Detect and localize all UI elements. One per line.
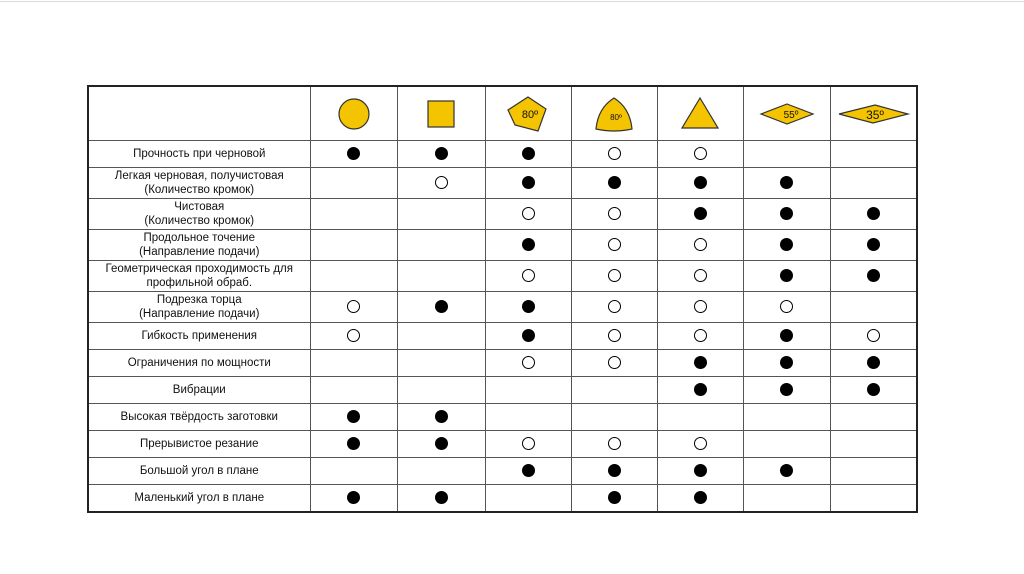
filled-circle-icon	[780, 207, 793, 220]
rating-cell	[485, 458, 571, 485]
header-cell-3	[485, 86, 571, 141]
filled-circle-icon	[694, 356, 707, 369]
round-insert-icon-outline	[339, 99, 369, 129]
rating-cell	[657, 485, 743, 512]
row-label	[88, 292, 310, 323]
rating-cell	[657, 292, 743, 323]
rating-cell	[571, 141, 657, 168]
row-label-line: Прочность при черновой	[133, 148, 266, 160]
rating-cell	[485, 292, 571, 323]
rating-cell	[743, 377, 830, 404]
filled-circle-icon	[522, 238, 535, 251]
rating-cell	[310, 230, 397, 261]
row-label-line: профильной обраб.	[146, 277, 253, 289]
filled-circle-icon	[435, 437, 448, 450]
angle-label: 35º	[866, 107, 885, 122]
table-row	[88, 292, 917, 323]
rating-cell	[310, 199, 397, 230]
rating-cell	[397, 199, 485, 230]
rating-cell	[310, 431, 397, 458]
rating-cell	[485, 404, 571, 431]
filled-circle-icon	[522, 176, 535, 189]
filled-circle-icon	[608, 491, 621, 504]
filled-circle-icon	[694, 491, 707, 504]
rating-cell	[743, 261, 830, 292]
rating-cell	[657, 323, 743, 350]
row-label-line: Геометрическая проходимость для	[105, 263, 293, 275]
rating-cell	[310, 404, 397, 431]
header-cell-2	[397, 86, 485, 141]
rating-cell	[743, 168, 830, 199]
rating-cell	[571, 323, 657, 350]
table-row	[88, 261, 917, 292]
table-row	[88, 141, 917, 168]
rating-cell	[485, 485, 571, 512]
open-circle-icon	[694, 238, 707, 251]
row-label	[88, 323, 310, 350]
rating-cell	[830, 292, 917, 323]
open-circle-icon	[608, 356, 621, 369]
rating-cell	[657, 377, 743, 404]
rating-cell	[657, 458, 743, 485]
filled-circle-icon	[347, 437, 360, 450]
table-row	[88, 350, 917, 377]
rating-cell	[571, 404, 657, 431]
row-label	[88, 404, 310, 431]
row-label-line: Высокая твёрдость заготовки	[120, 411, 278, 423]
row-label	[88, 168, 310, 199]
rating-cell	[397, 404, 485, 431]
rating-cell	[485, 323, 571, 350]
rating-cell	[397, 292, 485, 323]
open-circle-icon	[608, 238, 621, 251]
filled-circle-icon	[522, 464, 535, 477]
rating-cell	[397, 485, 485, 512]
row-label-line: Ограничения по мощности	[127, 357, 271, 369]
rating-cell	[830, 199, 917, 230]
rating-cell	[743, 431, 830, 458]
trigon-80-insert-icon	[574, 94, 654, 134]
row-label-line: (Количество кромок)	[144, 184, 255, 196]
rating-cell	[397, 261, 485, 292]
rating-cell	[310, 261, 397, 292]
rating-cell	[743, 199, 830, 230]
rating-cell	[657, 431, 743, 458]
row-label	[88, 350, 310, 377]
rating-cell	[657, 404, 743, 431]
open-circle-icon	[347, 329, 360, 342]
rating-cell	[310, 458, 397, 485]
open-circle-icon	[694, 269, 707, 282]
filled-circle-icon	[867, 238, 880, 251]
filled-circle-icon	[694, 207, 707, 220]
filled-circle-icon	[522, 300, 535, 313]
row-label-line: Вибрации	[172, 384, 226, 396]
rating-cell	[830, 168, 917, 199]
rating-cell	[743, 458, 830, 485]
open-circle-icon	[694, 300, 707, 313]
rating-cell	[571, 292, 657, 323]
row-label	[88, 431, 310, 458]
rating-cell	[830, 485, 917, 512]
rhombus-55-insert-icon	[747, 94, 827, 134]
rating-cell	[571, 168, 657, 199]
angle-label: 55º	[783, 109, 798, 121]
row-label	[88, 485, 310, 512]
rating-cell	[571, 458, 657, 485]
filled-circle-icon	[435, 491, 448, 504]
table-row	[88, 431, 917, 458]
row-label	[88, 141, 310, 168]
row-label-line: (Направление подачи)	[139, 246, 260, 258]
rating-cell	[310, 168, 397, 199]
open-circle-icon	[694, 437, 707, 450]
table-row	[88, 199, 917, 230]
rating-cell	[571, 485, 657, 512]
diamond-80-insert-icon	[488, 94, 568, 134]
rating-cell	[657, 350, 743, 377]
rating-cell	[397, 323, 485, 350]
open-circle-icon	[694, 147, 707, 160]
rating-cell	[485, 168, 571, 199]
rating-cell	[397, 141, 485, 168]
table-row	[88, 404, 917, 431]
table-row	[88, 230, 917, 261]
filled-circle-icon	[608, 464, 621, 477]
header-cell-4	[571, 86, 657, 141]
filled-circle-icon	[780, 176, 793, 189]
open-circle-icon	[608, 147, 621, 160]
open-circle-icon	[608, 300, 621, 313]
triangle-insert-icon	[660, 94, 740, 134]
filled-circle-icon	[780, 269, 793, 282]
row-label	[88, 230, 310, 261]
filled-circle-icon	[780, 238, 793, 251]
rating-cell	[743, 292, 830, 323]
filled-circle-icon	[867, 269, 880, 282]
filled-circle-icon	[347, 410, 360, 423]
open-circle-icon	[522, 356, 535, 369]
row-label-line: Прерывистое резание	[139, 438, 259, 450]
rating-cell	[657, 261, 743, 292]
filled-circle-icon	[780, 464, 793, 477]
rating-cell	[571, 230, 657, 261]
rating-cell	[397, 350, 485, 377]
rating-cell	[743, 230, 830, 261]
row-label-line: Подрезка торца	[156, 294, 242, 306]
angle-label: 80º	[521, 108, 539, 121]
open-circle-icon	[435, 176, 448, 189]
row-label-line: (Количество кромок)	[144, 215, 255, 227]
header-corner-cell	[88, 86, 310, 141]
open-circle-icon	[608, 269, 621, 282]
rating-cell	[310, 377, 397, 404]
filled-circle-icon	[867, 383, 880, 396]
row-label-line: Легкая черновая, получистовая	[114, 170, 284, 182]
rating-cell	[743, 141, 830, 168]
rating-cell	[743, 404, 830, 431]
filled-circle-icon	[522, 147, 535, 160]
rating-cell	[830, 431, 917, 458]
filled-circle-icon	[608, 176, 621, 189]
rating-cell	[310, 485, 397, 512]
triangle-insert-icon-outline	[682, 98, 718, 128]
rating-cell	[743, 350, 830, 377]
filled-circle-icon	[347, 147, 360, 160]
rating-cell	[310, 292, 397, 323]
rating-cell	[571, 350, 657, 377]
rating-cell	[310, 141, 397, 168]
rating-cell	[397, 458, 485, 485]
rating-cell	[485, 199, 571, 230]
rating-cell	[397, 377, 485, 404]
rating-cell	[830, 323, 917, 350]
table-row	[88, 485, 917, 512]
open-circle-icon	[608, 437, 621, 450]
open-circle-icon	[522, 207, 535, 220]
square-insert-icon-outline	[428, 101, 454, 127]
filled-circle-icon	[694, 464, 707, 477]
filled-circle-icon	[780, 356, 793, 369]
rating-cell	[830, 458, 917, 485]
row-label	[88, 458, 310, 485]
header-cell-1	[310, 86, 397, 141]
filled-circle-icon	[867, 356, 880, 369]
rating-cell	[571, 377, 657, 404]
square-insert-icon	[401, 94, 481, 134]
round-insert-icon	[314, 94, 394, 134]
insert-selection-table	[87, 85, 918, 513]
open-circle-icon	[780, 300, 793, 313]
filled-circle-icon	[780, 383, 793, 396]
filled-circle-icon	[435, 410, 448, 423]
rating-cell	[743, 323, 830, 350]
rating-cell	[397, 431, 485, 458]
row-label-line: Продольное точение	[143, 232, 256, 244]
rating-cell	[310, 323, 397, 350]
rating-cell	[485, 230, 571, 261]
rating-cell	[485, 431, 571, 458]
row-label-line: Гибкость применения	[141, 330, 257, 342]
table-row	[88, 377, 917, 404]
rating-cell	[657, 230, 743, 261]
open-circle-icon	[522, 437, 535, 450]
rating-cell	[485, 350, 571, 377]
rating-cell	[657, 199, 743, 230]
filled-circle-icon	[867, 207, 880, 220]
filled-circle-icon	[694, 383, 707, 396]
table-row	[88, 168, 917, 199]
rating-cell	[571, 261, 657, 292]
rating-cell	[830, 230, 917, 261]
rating-cell	[830, 261, 917, 292]
rating-cell	[830, 377, 917, 404]
rhombus-35-insert-icon	[833, 94, 913, 134]
open-circle-icon	[867, 329, 880, 342]
row-label-line: Маленький угол в плане	[134, 491, 265, 504]
slide-top-border	[0, 1, 1024, 2]
row-label	[88, 261, 310, 292]
rating-cell	[571, 199, 657, 230]
header-cell-7	[830, 86, 917, 141]
angle-label: 80º	[610, 112, 622, 122]
rating-cell	[397, 168, 485, 199]
rating-cell	[830, 350, 917, 377]
row-label	[88, 199, 310, 230]
filled-circle-icon	[435, 300, 448, 313]
open-circle-icon	[608, 207, 621, 220]
header-cell-6	[743, 86, 830, 141]
rating-cell	[830, 404, 917, 431]
rating-cell	[830, 141, 917, 168]
rating-cell	[571, 431, 657, 458]
header-row	[88, 86, 917, 141]
row-label	[88, 377, 310, 404]
open-circle-icon	[347, 300, 360, 313]
filled-circle-icon	[694, 176, 707, 189]
table-row	[88, 323, 917, 350]
rating-cell	[310, 350, 397, 377]
filled-circle-icon	[780, 329, 793, 342]
rating-cell	[485, 261, 571, 292]
filled-circle-icon	[522, 329, 535, 342]
rating-cell	[657, 168, 743, 199]
row-label-line: (Направление подачи)	[139, 308, 260, 320]
rating-cell	[485, 377, 571, 404]
rating-cell	[657, 141, 743, 168]
open-circle-icon	[522, 269, 535, 282]
open-circle-icon	[608, 329, 621, 342]
filled-circle-icon	[435, 147, 448, 160]
filled-circle-icon	[347, 491, 360, 504]
rating-cell	[397, 230, 485, 261]
header-cell-5	[657, 86, 743, 141]
open-circle-icon	[694, 329, 707, 342]
row-label-line: Большой угол в плане	[139, 465, 259, 477]
table-row	[88, 458, 917, 485]
rating-cell	[743, 485, 830, 512]
row-label-line: Чистовая	[174, 201, 225, 213]
rating-cell	[485, 141, 571, 168]
